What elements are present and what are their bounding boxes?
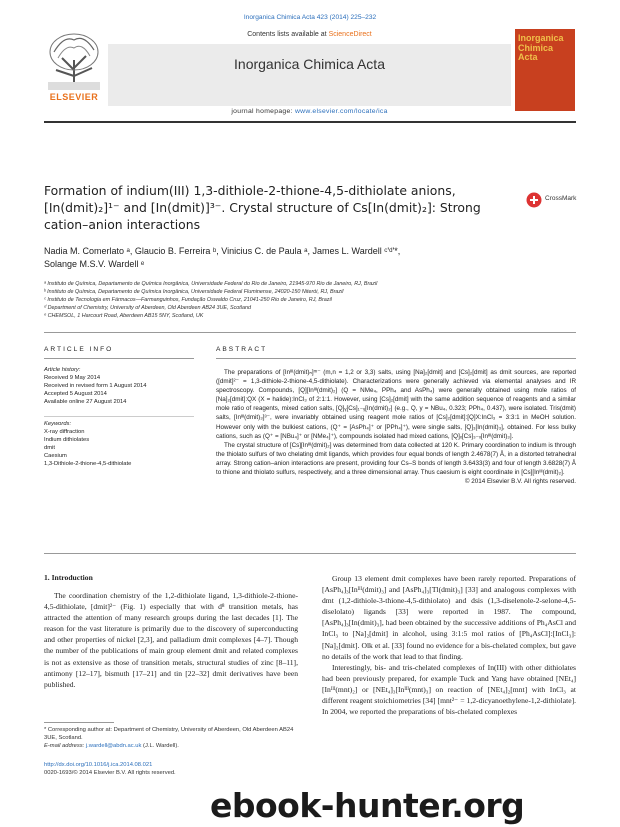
history-revised: Received in revised form 1 August 2014: [44, 383, 147, 389]
article-info-rule: [44, 358, 194, 359]
abstract-paragraph: The preparations of [Inᴵᴵᴵ(dmit)ₙ]ᵐ⁻ (m,n = 1,2 or 3,3) salts, using [Na]₂[dmit] and [Cs]₂[dmit] as dmit sources, are reported ([dmit]²⁻ = 1,3-dithiole-2-thione-4,5-dithiolate). Characterizations were generally achieved via elemental analyses and IR spectroscopy. Compounds, [Q][Inᴵᴵᴵ(dmit)₂] (Q = NMe₄, PPh₄ and AsPh₄) were generally obtained using mole ratios of [Na]₂[dmit]:QX (X = halide):InCl₃ of 2:1:1. However, using [Cs]₂[dmit] with the same addition sequence of reagents and a similar mole ratio of reagents, mixed cation salts, [Q]ᵧ[Cs]₁₋ᵧ[In(dmit)₂] (e.g., Q, y = NBu₄, 0.323; PPh₄, 0.437), were isolated. Tris(dmit) salts, [Inᴵᴵᴵ(dmit)₃]³⁻, were invariably obtained using reagent mole ratios of [Cs]₂[dmit]:[Q]X:InCl₃ = 3:3:1 in MeOH solution. However only with the bulkiest cations, (Q⁺ = [AsPh₄]⁺ or [PPh₄]⁺), were single salts, [Q]₃[In(dmit)₃], obtained. For less bulky cations, such as (Q⁺ = [NBu₄]⁺ or [NMe₄]⁺), compounds isolated had mixed cations, [Q]ₓ[Cs]₃₋ₓ[Inᴵᴵᴵ(dmit)₃].: [216, 369, 576, 440]
contents-line: [108, 31, 511, 38]
affiliation: ᵇ Instituto de Química, Departamento de Química Inorgânica, Universidade Federal Fluminense, 24020-150 Niterói, RJ, Brazil: [44, 289, 344, 295]
article-title: [44, 182, 504, 233]
contents-prefix: Contents lists available at: [247, 31, 329, 38]
keyword: Indium dithiolates: [44, 437, 90, 443]
journal-homepage: [108, 108, 511, 115]
email-label: E-mail address:: [44, 743, 86, 750]
section-rule: [44, 332, 576, 333]
intro-paragraph: Interestingly, bis- and tris-chelated complexes of In(III) with other dithiolates had been previously prepared, for example Tuck and Yang have obtained [NEt₄][Inᴵᴵᴵ(mnt)₂] or [NEt₄]₃[Inᴵᴵᴵ(mnt)₃] on reaction of [NEt₄]₂[mnt] with InCl₃ at different reagent stoichiometries [34] [mnt²⁻ = 1,2-dicyanoethylene-1,2-dithiolate]. In 2004, we reported the preparations of bis-chelated complexes: [322, 662, 576, 717]
abstract-paragraph: The crystal structure of [Cs][Inᴵᴵᴵ(dmit)₂] was determined from data collected at 120 K. Primary coordination to indium is through the thiolato sulfurs of two chelating dmit ligands, which provides four equal bonds of length 2.4678(7) Å, in a distorted tetrahedral array. Strong cation–anion interactions are present, providing four Cs–S bonds of length 3.6433(3) and four of length 3.6828(7) Å to thione and thiolato sulfurs, respectively, and a three dimensional array. Thus caesium is eight coordinate in [Cs][Inᴵᴵᴵ(dmit)₂].: [216, 441, 576, 477]
watermark: ebook-hunter.org: [210, 786, 525, 825]
abstract-rule: [216, 358, 576, 359]
crossmark-badge[interactable]: [526, 190, 578, 210]
affiliation: ᵉ CHEMSOL, 1 Harcourt Road, Aberdeen AB15 5NY, Scotland, UK: [44, 313, 204, 319]
homepage-link[interactable]: www.elsevier.com/locate/ica: [294, 108, 388, 115]
history-online: Available online 27 August 2014: [44, 399, 127, 405]
history-received: Received 9 May 2014: [44, 375, 101, 381]
title-line-1: Formation of indium(III) 1,3-dithiole-2-thione-4,5-dithiolate anions,: [44, 183, 456, 198]
authors-line-2: Solange M.S.V. Wardell ᵉ: [44, 259, 145, 269]
header-rule: [44, 121, 576, 123]
title-line-3: cation–anion interactions: [44, 217, 201, 232]
crossmark-icon: [526, 192, 542, 208]
intro-paragraph: The coordination chemistry of the 1,2-dithiolate ligand, 1,3-dithiole-2-thione-4,5-dithiolate, [dmit]²⁻ (Fig. 1) especially that with d⁸ transition metals, has attracted the attention of many research groups during the last decades [1]. The reason for the vast literature is primarily due to the discovery of superconducting and other properties of nickel [2,3], and palladium dmit complexes [4–7]. Though the number of the publications of main group element dmit and related complexes is not as extensive as those of transition metals, structural studies of zinc [8–11], antimony [12–17], bismuth [17–21] and tin [22–32] dmit derivatives have been published.: [44, 591, 298, 689]
cover-title: Inorganica Chimica Acta: [518, 33, 564, 62]
homepage-prefix: journal homepage:: [231, 108, 295, 115]
title-line-2: [In(dmit)₂]¹⁻ and [In(dmit)]³⁻. Crystal structure of Cs[In(dmit)₂]: Strong: [44, 200, 481, 215]
history-label: Article history:: [44, 367, 81, 373]
author-list: [44, 245, 576, 271]
email-suffix: (J.L. Wardell).: [141, 743, 179, 750]
affiliation: ᵈ Department of Chemistry, University of Aberdeen, Old Aberdeen AB24 3UE, Scotland: [44, 305, 251, 311]
article-info-heading: ARTICLE INFO: [44, 346, 114, 353]
crossmark-label: CrossMark: [545, 195, 577, 202]
affiliation: ᵃ Instituto de Química, Departamento de Química Inorgânica, Universidade Federal do Rio de Janeiro, 21945-970 Rio de Janeiro, RJ, Brazil: [44, 281, 378, 287]
intro-right-column: [322, 573, 576, 717]
sciencedirect-link[interactable]: ScienceDirect: [328, 31, 372, 38]
publisher-name: ELSEVIER: [49, 92, 99, 102]
intro-heading: 1. Introduction: [44, 573, 93, 582]
doi-block: [44, 761, 344, 777]
keywords-label: Keywords:: [44, 421, 72, 427]
keyword: dmit: [44, 445, 55, 451]
corresponding-author-note: * Corresponding author at: Department of Chemistry, University of Aberdeen, Old Aberdeen AB24 3UE, Scotland.: [44, 727, 294, 742]
elsevier-tree-logo: [44, 30, 104, 92]
affiliation: ᶜ Instituto de Tecnologia em Fármacos—Farmanguinhos, Fundação Oswaldo Cruz, 21041-250 Rio de Janeiro, RJ, Brazil: [44, 297, 332, 303]
keywords: [44, 420, 204, 468]
intro-left-column: [44, 590, 298, 690]
footnote: [44, 726, 298, 751]
issn-line: 0020-1693/© 2014 Elsevier B.V. All rights reserved.: [44, 770, 176, 777]
journal-title: Inorganica Chimica Acta: [234, 56, 385, 72]
keyword: X-ray diffraction: [44, 429, 85, 435]
abstract-copyright: © 2014 Elsevier B.V. All rights reserved.: [464, 478, 576, 486]
history-accepted: Accepted 5 August 2014: [44, 391, 107, 397]
journal-reference[interactable]: Inorganica Chimica Acta 423 (2014) 225–232: [243, 14, 377, 21]
header-band: [108, 44, 511, 106]
doi-link[interactable]: http://dx.doi.org/10.1016/j.ica.2014.08.021: [44, 762, 153, 768]
abstract-heading: ABSTRACT: [216, 346, 268, 353]
article-history: [44, 366, 204, 406]
keyword: Caesium: [44, 453, 67, 459]
body-rule: [44, 553, 576, 554]
authors-line-1: Nadia M. Comerlato ᵃ, Glaucio B. Ferreira ᵇ, Vinicius C. de Paula ᵃ, James L. Wardell ᶜ'ᵈ'*,: [44, 246, 401, 256]
intro-paragraph: Group 13 element dmit complexes have been rarely reported. Preparations of [AsPh₄]₃[Inᴵᴵᴵ(dmit)₃] and [AsPh₄]₃[Tl(dmit)₃] [33] and analogous complexes with dmt (1,2-dithiole-3-thione-4,5-dithiolato) and dsis (1,3-diselenole-2-selone-4,5-diselolato) ligands [33] were reported in 1987. The compound, [AsPh₄]₃[In(dmit)₃], had been obtained by the successive additions of Ph₄AsCl and InCl₃ to [Na]₂[dmit] in alcohol, using 3:1:5 mol ratios of [Ph₄AsCl]:[InCl₃]:[Na]₂[dmit]. Olk et al. [33] found no evidence for a bis-chelated complex, but gave no details of the work that lead to that finding.: [322, 574, 576, 661]
keyword: 1,3-Dithiole-2-thione-4,5-dithiolate: [44, 461, 132, 467]
footnote-rule: [44, 722, 114, 723]
email-line: [44, 742, 298, 750]
keywords-rule: [44, 416, 194, 417]
abstract-body: [216, 368, 576, 486]
email-link[interactable]: j.wardell@abdn.ac.uk: [85, 743, 142, 750]
